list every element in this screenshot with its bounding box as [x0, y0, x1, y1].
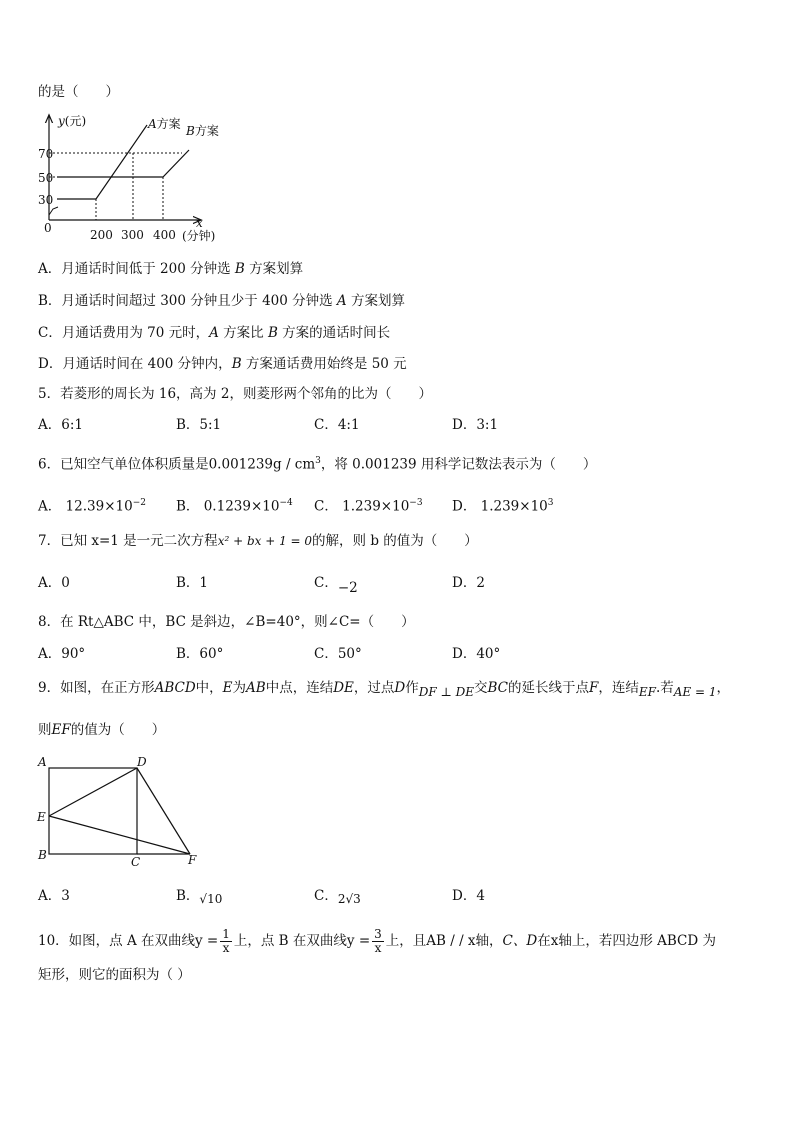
q8-option-a: A．90°	[38, 646, 86, 662]
q4-option-c: C．月通话费用为 70 元时，A 方案比 B 方案的通话时间长	[38, 325, 391, 341]
q6-option-b: B． $0.1239\times 10^{-4}$	[176, 498, 293, 515]
q7-option-b: B．1	[176, 575, 209, 591]
y-tick-50: 50	[38, 171, 54, 185]
y-axis-label: y(元)	[58, 114, 87, 128]
x-tick-300: 300	[121, 228, 144, 242]
x-axis-label: x	[196, 216, 203, 230]
q6-option-d: D． $1.239\times 10^3$	[452, 498, 554, 515]
segment-df	[137, 768, 190, 854]
y-tick-30: 30	[38, 193, 54, 207]
q4-option-a: A．月通话时间低于 200 分钟选 B 方案划算	[38, 261, 304, 277]
q9-stem-line2: 则EF的值为（ ）	[38, 722, 166, 738]
label-d: D	[137, 755, 147, 769]
q9-stem-line1: 9．如图，在正方形ABCD中，E为AB中点，连结DE，过点D作DF ⊥ DE交BC的延长线于点F，连结EF.若AE = 1，	[38, 680, 730, 699]
q10-stem-line1: 10．如图，点 A 在双曲线y = $\frac{1}{x}$ 上，点 B 在双曲线y = $\frac{3}{x}$ 上，且AB / / x轴，C、D在x轴上，若四边形 ABCD 为	[38, 927, 716, 955]
q5-option-b: B．5:1	[176, 417, 222, 433]
label-c: C	[131, 855, 141, 869]
q9-option-b: B．√10	[176, 888, 223, 906]
x-tick-400: 400	[153, 228, 176, 242]
q4-option-d: D．月通话时间在 400 分钟内，B 方案通话费用始终是 50 元	[38, 356, 407, 372]
q4-option-b: B．月通话时间超过 300 分钟且少于 400 分钟选 A 方案划算	[38, 293, 405, 309]
segment-ef	[49, 816, 190, 854]
q5-option-d: D．3:1	[452, 417, 499, 433]
q7-option-a: A．0	[38, 575, 70, 591]
q7-option-c: C．−2	[314, 575, 358, 596]
q10-stem-line2: 矩形，则它的面积为（ ）	[38, 967, 191, 983]
plan-a-label: A方案	[148, 117, 181, 131]
q9-option-c: C．2√3	[314, 888, 361, 906]
q4-cost-graph	[30, 108, 270, 248]
q7-stem: 7．已知 x=1 是一元二次方程x² + bx + 1 = 0的解，则 b 的值为（ ）	[38, 533, 478, 549]
q8-stem: 8．在 Rt△ABC 中，BC 是斜边，∠B=40°，则∠C=（ ）	[38, 614, 415, 630]
q6-option-c: C． $1.239\times 10^{-3}$	[314, 498, 423, 515]
q5-stem: 5．若菱形的周长为 16，高为 2，则菱形两个邻角的比为（ ）	[38, 386, 432, 402]
q5-option-c: C．4:1	[314, 417, 360, 433]
q9-square-figure	[34, 752, 224, 877]
q8-option-c: C．50°	[314, 646, 362, 662]
label-e: E	[37, 810, 46, 824]
label-a: A	[38, 755, 47, 769]
fraction-3-over-x: $\frac{3}{x}$	[374, 927, 382, 955]
q8-option-d: D．40°	[452, 646, 501, 662]
plan-b-label: B方案	[186, 124, 219, 138]
fraction-1-over-x: $\frac{1}{x}$	[222, 927, 230, 955]
origin-label: 0	[44, 221, 52, 235]
q9-option-a: A．3	[38, 888, 70, 904]
q6-option-a: A． $12.39\times 10^{-2}$	[38, 498, 146, 515]
label-b: B	[38, 848, 47, 862]
q5-option-a: A．6:1	[38, 417, 83, 433]
square-abcd	[49, 768, 137, 854]
segment-de	[49, 768, 137, 816]
q7-option-d: D．2	[452, 575, 485, 591]
q9-option-d: D．4	[452, 888, 485, 904]
plan-b-line	[57, 150, 189, 177]
q4-stem: 的是（ ）	[38, 84, 119, 100]
q8-option-b: B．60°	[176, 646, 224, 662]
y-tick-70: 70	[38, 147, 54, 161]
x-tick-200: 200	[90, 228, 113, 242]
x-axis-unit: (分钟)	[182, 229, 216, 243]
label-f: F	[188, 853, 197, 867]
q6-stem: 6．已知空气单位体积质量是$0.001239g / cm^3$，将 0.001239 用科学记数法表示为（ ）	[38, 456, 597, 473]
